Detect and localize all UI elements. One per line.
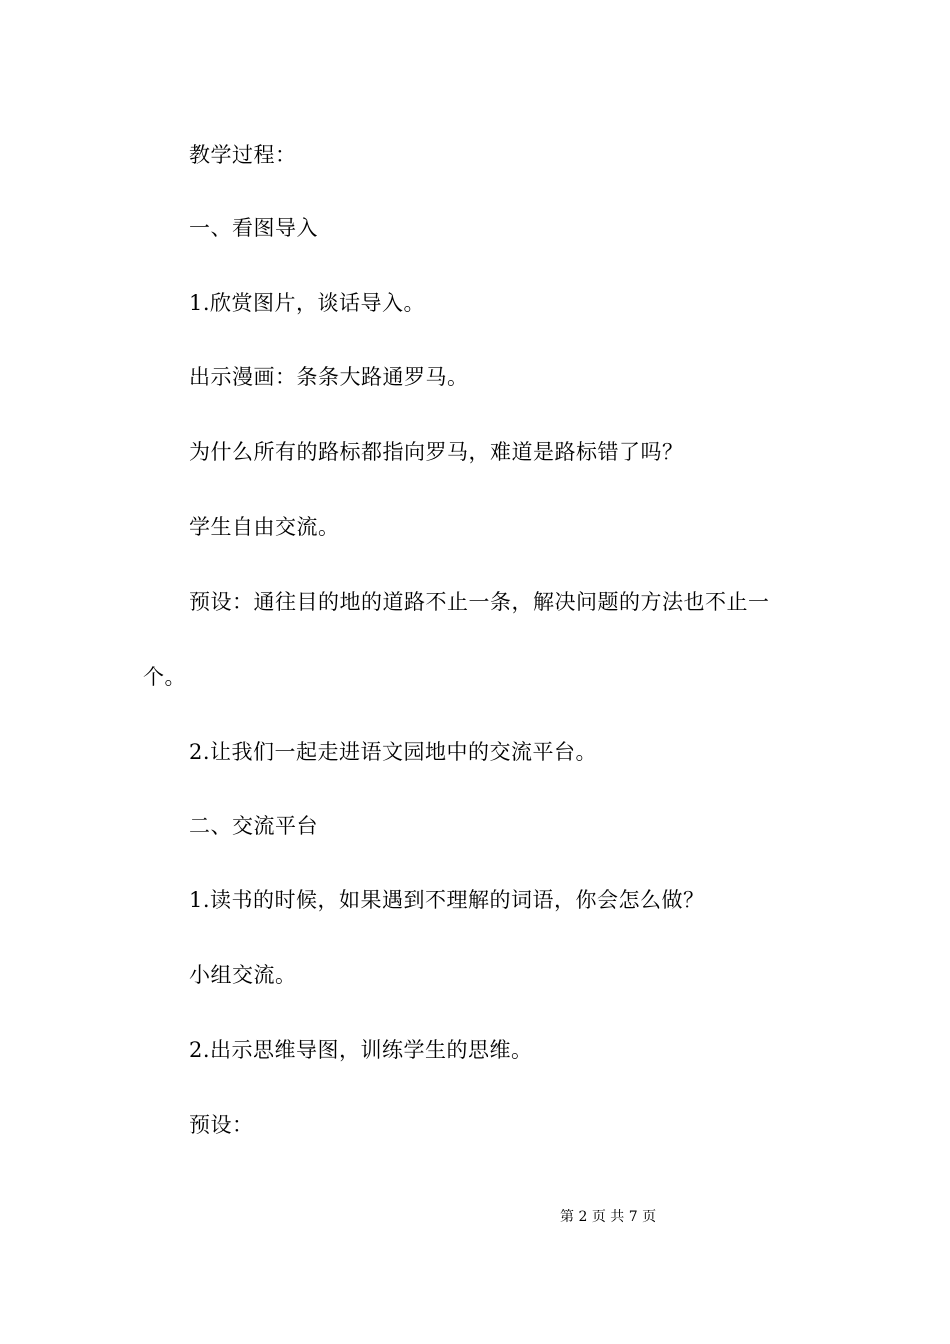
footer-total-pages: 7 <box>628 1209 638 1225</box>
paragraph: 小组交流。 <box>189 963 297 987</box>
paragraph: 学生自由交流。 <box>189 515 340 539</box>
section-heading-2: 二、交流平台 <box>189 814 318 838</box>
paragraph: 预设： <box>189 1113 254 1137</box>
section-heading-1: 一、看图导入 <box>189 216 318 240</box>
paragraph: 1.欣赏图片，谈话导入。 <box>189 291 426 315</box>
paragraph: 2.出示思维导图，训练学生的思维。 <box>189 1038 533 1062</box>
footer-mid: 页 共 <box>591 1209 625 1225</box>
paragraph-continuation: 个。 <box>143 665 186 689</box>
footer-prefix: 第 <box>560 1209 574 1225</box>
paragraph: 1.读书的时候，如果遇到不理解的词语，你会怎么做？ <box>189 888 705 912</box>
footer-suffix: 页 <box>642 1209 657 1225</box>
page-footer <box>560 1208 656 1226</box>
footer-page-number: 2 <box>578 1209 588 1225</box>
heading-teaching-process: 教学过程： <box>189 143 297 167</box>
paragraph: 出示漫画：条条大路通罗马。 <box>189 365 469 389</box>
paragraph: 2.让我们一起走进语文园地中的交流平台。 <box>189 740 598 764</box>
paragraph: 为什么所有的路标都指向罗马，难道是路标错了吗？ <box>189 440 684 464</box>
paragraph: 预设：通往目的地的道路不止一条，解决问题的方法也不止一 <box>189 590 770 614</box>
